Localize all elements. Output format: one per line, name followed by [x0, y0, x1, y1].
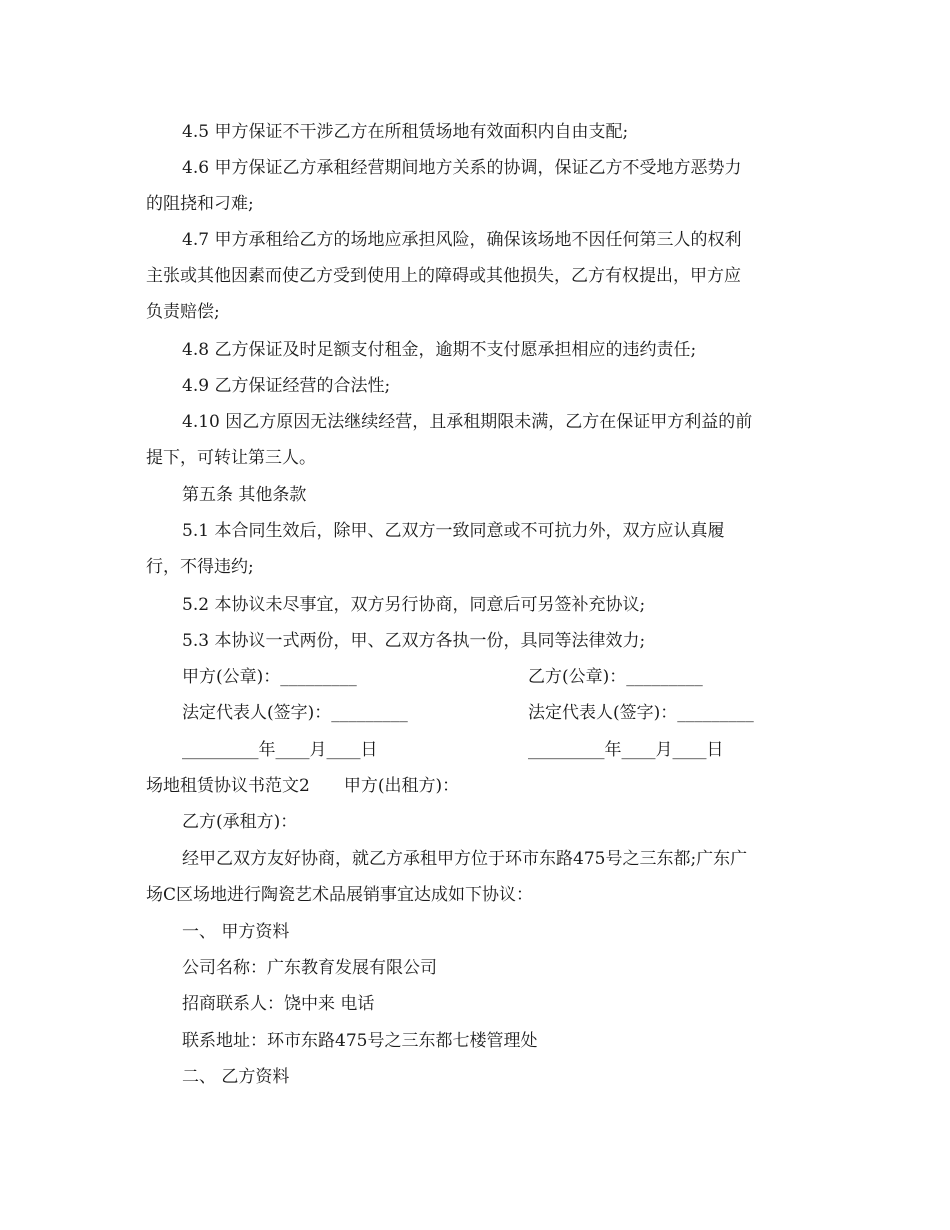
clause-4-6-line-2: 的阻挠和刁难;: [146, 194, 254, 214]
intro-line-2: 场C区场地进行陶瓷艺术品展销事宜达成如下协议：: [146, 885, 534, 905]
party-b-seal: 乙方(公章)：_________: [528, 667, 703, 687]
section-2-heading: 二、 乙方资料: [182, 1067, 290, 1087]
intro-line-1: 经甲乙双方友好协商，就乙方承租甲方位于环市东路475号之三东都;广东广: [182, 849, 748, 869]
clause-5-3: 5.3 本协议一式两份，甲、乙双方各执一份，具同等法律效力;: [182, 631, 646, 651]
lessee-label: 乙方(承租方)：: [182, 812, 298, 832]
clause-4-7-line-2: 主张或其他因素而使乙方受到使用上的障碍或其他损失，乙方有权提出，甲方应: [146, 266, 741, 286]
clause-4-7-line-3: 负责赔偿;: [146, 302, 220, 322]
clause-4-7-line-1: 4.7 甲方承租给乙方的场地应承担风险，确保该场地不因任何第三人的权利: [182, 230, 742, 250]
clause-5-2: 5.2 本协议未尽事宜，双方另行协商，同意后可另签补充协议;: [182, 595, 646, 615]
party-a-seal: 甲方(公章)：_________: [182, 667, 357, 687]
clause-4-10-line-1: 4.10 因乙方原因无法继续经营，且承租期限未满，乙方在保证甲方利益的前: [182, 412, 753, 432]
section-1-heading: 一、 甲方资料: [182, 922, 290, 942]
clause-4-10-line-2: 提下，可转让第三人。: [146, 448, 316, 468]
clause-4-8: 4.8 乙方保证及时足额支付租金，逾期不支付愿承担相应的违约责任;: [182, 340, 697, 360]
party-a-representative: 法定代表人(签字)：_________: [182, 703, 408, 723]
party-a-date: _________年____月____日: [182, 740, 378, 760]
sample-2-heading: 场地租赁协议书范文2 甲方(出租方)：: [146, 776, 460, 796]
party-b-date: _________年____月____日: [528, 740, 724, 760]
clause-4-5: 4.5 甲方保证不干涉乙方在所租赁场地有效面积内自由支配;: [182, 122, 629, 142]
contact-address: 联系地址：环市东路475号之三东都七楼管理处: [182, 1031, 538, 1051]
clause-5-1-line-2: 行，不得违约;: [146, 557, 254, 577]
clause-4-9: 4.9 乙方保证经营的合法性;: [182, 376, 391, 396]
clause-5-1-line-1: 5.1 本合同生效后，除甲、乙双方一致同意或不可抗力外，双方应认真履: [182, 521, 725, 541]
contact-person: 招商联系人：饶中来 电话: [182, 994, 375, 1014]
company-name: 公司名称：广东教育发展有限公司: [182, 958, 437, 978]
party-b-representative: 法定代表人(签字)：_________: [528, 703, 754, 723]
clause-4-6-line-1: 4.6 甲方保证乙方承租经营期间地方关系的协调，保证乙方不受地方恶势力: [182, 158, 742, 178]
article-5-heading: 第五条 其他条款: [182, 485, 307, 505]
